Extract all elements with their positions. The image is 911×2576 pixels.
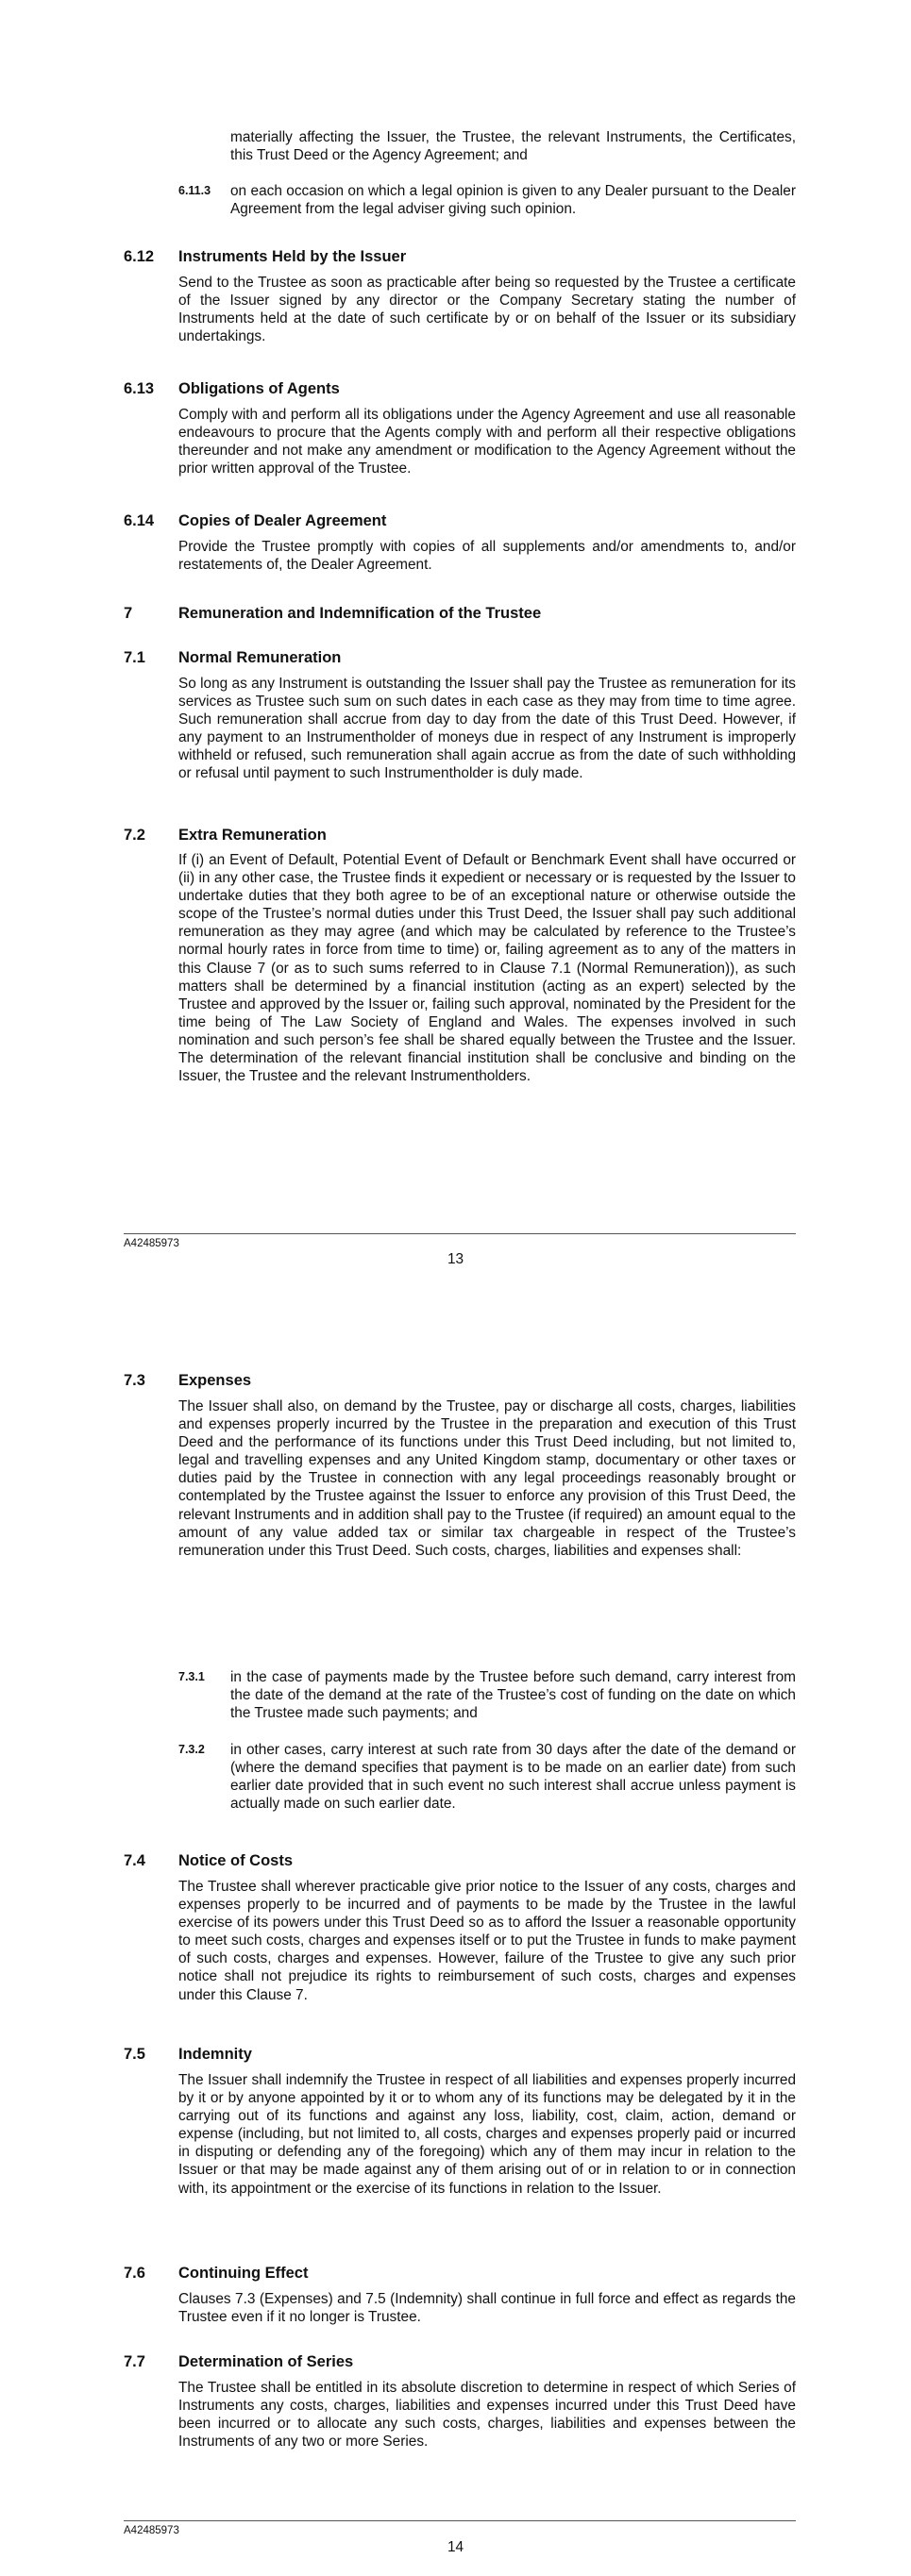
clause-6-12-heading: Instruments Held by the Issuer [178,248,407,265]
clause-7-5-number: 7.5 [124,2046,145,2063]
clause-7-4-heading: Notice of Costs [178,1852,294,1869]
clause-7-5-text: The Issuer shall indemnify the Trustee in respect of all liabilities and expenses properly incurred by it or by anyone appointed by it or to whom any of its functions may be delegated by it in the carrying out of its functions and against any loss, liability, cost, claim, action, demand or expense (including, but not limited to, all costs, charges and expenses properly paid or incurred in disputing or defending any of the foregoing) which any of them may incur in relation to the Issuer or that may be made against any of them arising out of or in relation to or in connection with, its appointment or the exercise of its functions in relation to the Issuer. [178,2072,796,2197]
clause-7-3-text: The Issuer shall also, on demand by the Trustee, pay or discharge all costs, charges, liabilities and expenses properly incurred by the Trustee in the preparation and execution of this Trust Deed and the performance of its functions under this Trust Deed including, but not limited to, legal and travelling expenses and any United Kingdom stamp, documentary or other taxes or duties paid by the Trustee in connection with any legal proceedings reasonably brought or contemplated by the Trustee against the Issuer to enforce any provision of this Trust Deed, the relevant Instruments and in addition shall pay to the Trustee (if required) an amount equal to the amount of any value added tax or similar tax chargeable in respect of the Trustee’s remuneration under this Trust Deed. Such costs, charges, liabilities and expenses shall: [178,1398,796,1559]
document-reference: A42485973 [124,1238,179,1249]
clause-7-3-1-number: 7.3.1 [178,1670,205,1683]
clause-6-11-3-text: on each occasion on which a legal opinion is given to any Dealer pursuant to the Dealer Agreement from the legal adviser giving such opinion. [230,183,796,218]
clause-6-13-heading: Obligations of Agents [178,380,340,397]
clause-7-6-number: 7.6 [124,2265,145,2282]
clause-7-heading: Remuneration and Indemnification of the Trustee [178,605,542,622]
clause-7-4-number: 7.4 [124,1852,145,1869]
clause-7-6-text: Clauses 7.3 (Expenses) and 7.5 (Indemnity) shall continue in full force and effect as regards the Trustee even if it no longer is Trustee. [178,2291,796,2326]
clause-6-12-text: Send to the Trustee as soon as practicable after being so requested by the Trustee a certificate of the Issuer signed by any director or the Company Secretary stating the number of Instruments held at the date of such certificate by or on behalf of the Issuer or its subsidiary undertakings. [178,275,796,345]
clause-7-7-number: 7.7 [124,2353,145,2370]
clause-7-2-text: If (i) an Event of Default, Potential Event of Default or Benchmark Event shall have occurred or (ii) in any other case, the Trustee finds it expedient or necessary or is requested by the Issuer to undertake duties that they both agree to be of an exceptional nature or otherwise outside the scope of the Trustee’s normal duties under this Trust Deed, the Issuer shall pay such additional remuneration as they may agree (and which may be calculated by reference to the Trustee’s normal hourly rates in force from time to time) or, failing agreement as to any of the matters in this Clause 7 (or as to such sums referred to in Clause 7.1 (Normal Remuneration)), as such matters shall be determined by a financial institution (acting as an expert) selected by the Trustee and approved by the Issuer or, failing such approval, nominated by the President for the time being of The Law Society of England and Wales. The expenses involved in such nomination and such person’s fee shall be shared equally between the Trustee and the Issuer. The determination of the relevant financial institution shall be conclusive and binding on the Issuer, the Trustee and the relevant Instrumentholders. [178,852,796,1085]
clause-7-4-text: The Trustee shall wherever practicable give prior notice to the Issuer of any costs, charges and expenses properly to be incurred and of payments to be made by the Trustee in the lawful exercise of its powers under this Trust Deed so as to afford the Issuer a reasonable opportunity to meet such costs, charges and expenses itself or to put the Trustee in funds to make payment of such costs, charges and expenses. However, failure of the Trustee to give any such prior notice shall not prejudice its rights to reimbursement of such costs, charges and expenses under this Clause 7. [178,1879,796,2003]
clause-6-13-text: Comply with and perform all its obligations under the Agency Agreement and use all reasonable endeavours to procure that the Agents comply with and perform all their respective obligations thereunder and not make any amendment or modification to the Agency Agreement without the prior written approval of the Trustee. [178,407,796,477]
clause-7-3-heading: Expenses [178,1372,252,1389]
clause-7-7-text: The Trustee shall be entitled in its absolute discretion to determine in respect of which Series of Instruments any costs, charges, liabilities and expenses incurred under this Trust Deed have been incurred or to allocate any such costs, charges, liabilities and expenses between the Instruments of any two or more Series. [178,2380,796,2451]
clause-7-3-number: 7.3 [124,1372,145,1389]
page-number: 13 [447,1251,464,1267]
document-page-14 [0,1288,911,2576]
page-number: 14 [447,2539,464,2555]
clause-7-5-heading: Indemnity [178,2046,252,2063]
footer-divider [124,2520,796,2521]
document-reference: A42485973 [124,2525,179,2536]
clause-7-2-number: 7.2 [124,827,145,844]
clause-6-12-number: 6.12 [124,248,155,265]
clause-7-1-number: 7.1 [124,649,145,666]
clause-7-1-heading: Normal Remuneration [178,649,342,666]
clause-7-number: 7 [124,605,133,622]
clause-6-11-3-number: 6.11.3 [178,184,211,197]
clause-6-14-text: Provide the Trustee promptly with copies of all supplements and/or amendments to, and/or restatements of, the Dealer Agreement. [178,539,796,574]
clause-7-7-heading: Determination of Series [178,2353,354,2370]
clause-6-11-2-continued-text: materially affecting the Issuer, the Trustee, the relevant Instruments, the Certificates, this Trust Deed or the Agency Agreement; and [230,129,796,164]
clause-7-1-text: So long as any Instrument is outstanding the Issuer shall pay the Trustee as remuneration for its services as Trustee such sum on such dates in each case as they may from time to time agree. Such remuneration shall accrue from day to day from the date of this Trust Deed. However, if any payment to an Instrumentholder of moneys due in respect of any Instrument is improperly withheld or refused, such remuneration shall again accrue as from the date of such withholding or refusal until payment to such Instrumentholder is duly made. [178,676,796,782]
clause-7-3-2-text: in other cases, carry interest at such rate from 30 days after the date of the demand or (where the demand specifies that payment is to be made on an earlier date) from such earlier date provided that in such event no such interest shall accrue unless payment is actually made on such earlier date. [230,1742,796,1813]
clause-7-3-1-text: in the case of payments made by the Trustee before such demand, carry interest from the date of the demand at the rate of the Trustee’s cost of funding on the date on which the Trustee made such payments; and [230,1669,796,1722]
footer-divider [124,1233,796,1234]
clause-6-14-heading: Copies of Dealer Agreement [178,512,387,529]
clause-6-14-number: 6.14 [124,512,155,529]
clause-7-6-heading: Continuing Effect [178,2265,309,2282]
clause-6-13-number: 6.13 [124,380,155,397]
clause-7-2-heading: Extra Remuneration [178,827,327,844]
clause-7-3-2-number: 7.3.2 [178,1743,205,1756]
